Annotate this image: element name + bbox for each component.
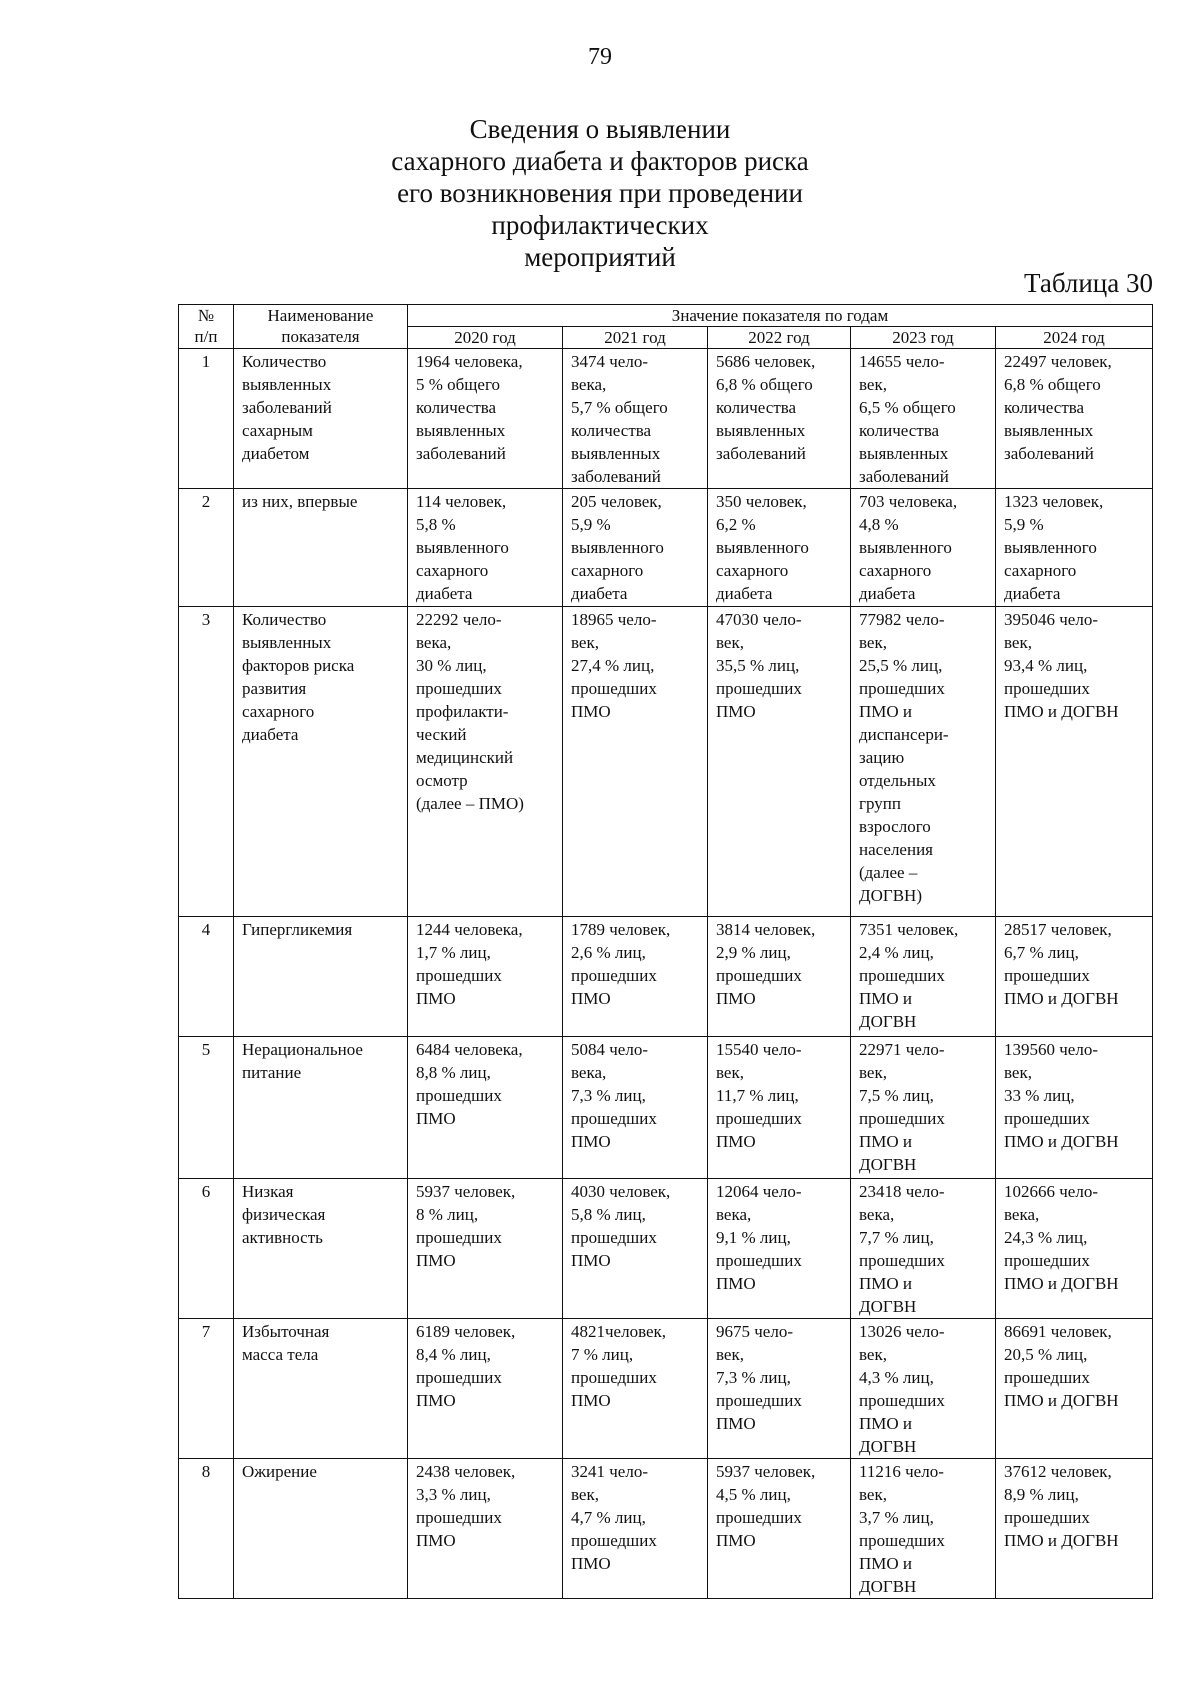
row-number: 8 xyxy=(179,1459,234,1599)
value-cell: 3241 чело- век, 4,7 % лиц, прошедших ПМО xyxy=(563,1459,708,1599)
title-line: Сведения о выявлении xyxy=(469,114,731,144)
value-cell: 3474 чело- века, 5,7 % общего количества выявленных заболеваний xyxy=(563,349,708,489)
document-title xyxy=(300,113,900,273)
table-row xyxy=(179,1319,1153,1459)
value-cell: 6484 человека, 8,8 % лиц, прошедших ПМО xyxy=(408,1037,563,1179)
row-name: Нерациональное питание xyxy=(234,1037,408,1179)
value-cell: 2438 человек, 3,3 % лиц, прошедших ПМО xyxy=(408,1459,563,1599)
row-name: Гипергликемия xyxy=(234,917,408,1037)
value-cell: 11216 чело- век, 3,7 % лиц, прошедших ПМО и ДОГВН xyxy=(851,1459,996,1599)
row-number: 4 xyxy=(179,917,234,1037)
value-cell: 5937 человек, 4,5 % лиц, прошедших ПМО xyxy=(708,1459,851,1599)
value-cell: 22971 чело- век, 7,5 % лиц, прошедших ПМО и ДОГВН xyxy=(851,1037,996,1179)
value-cell: 1244 человека, 1,7 % лиц, прошедших ПМО xyxy=(408,917,563,1037)
value-cell: 4821человек, 7 % лиц, прошедших ПМО xyxy=(563,1319,708,1459)
value-cell: 395046 чело- век, 93,4 % лиц, прошедших ПМО и ДОГВН xyxy=(996,607,1153,917)
value-cell: 1323 человек, 5,9 % выявленного сахарного диабета xyxy=(996,489,1153,607)
value-cell: 47030 чело- век, 35,5 % лиц, прошедших ПМО xyxy=(708,607,851,917)
table-caption: Таблица 30 xyxy=(1024,268,1153,298)
value-cell: 37612 человек, 8,9 % лиц, прошедших ПМО и ДОГВН xyxy=(996,1459,1153,1599)
row-name: Низкая физическая активность xyxy=(234,1179,408,1319)
value-cell: 114 человек, 5,8 % выявленного сахарного диабета xyxy=(408,489,563,607)
value-cell: 3814 человек, 2,9 % лиц, прошедших ПМО xyxy=(708,917,851,1037)
header-name: Наименование показателя xyxy=(234,305,408,349)
value-cell: 15540 чело- век, 11,7 % лиц, прошедших ПМО xyxy=(708,1037,851,1179)
value-cell: 205 человек, 5,9 % выявленного сахарного диабета xyxy=(563,489,708,607)
row-number: 3 xyxy=(179,607,234,917)
header-year: 2021 год xyxy=(563,327,708,349)
header-values-group: Значение показателя по годам xyxy=(408,305,1153,327)
row-name: Ожирение xyxy=(234,1459,408,1599)
row-name: из них, впервые xyxy=(234,489,408,607)
row-number: 5 xyxy=(179,1037,234,1179)
value-cell: 102666 чело- века, 24,3 % лиц, прошедших ПМО и ДОГВН xyxy=(996,1179,1153,1319)
row-number: 1 xyxy=(179,349,234,489)
title-line: его возникновения при проведении профилактических xyxy=(397,178,803,240)
table-row xyxy=(179,1179,1153,1319)
header-year: 2024 год xyxy=(996,327,1153,349)
header-num: № п/п xyxy=(179,305,234,349)
page-number: 79 xyxy=(588,44,612,70)
value-cell: 1964 человека, 5 % общего количества выявленных заболеваний xyxy=(408,349,563,489)
value-cell: 12064 чело- века, 9,1 % лиц, прошедших ПМО xyxy=(708,1179,851,1319)
value-cell: 18965 чело- век, 27,4 % лиц, прошедших ПМО xyxy=(563,607,708,917)
value-cell: 5937 человек, 8 % лиц, прошедших ПМО xyxy=(408,1179,563,1319)
value-cell: 77982 чело- век, 25,5 % лиц, прошедших ПМО и диспансери- зацию отдельных групп взрослого населения (далее – ДОГВН) xyxy=(851,607,996,917)
value-cell: 28517 человек, 6,7 % лиц, прошедших ПМО и ДОГВН xyxy=(996,917,1153,1037)
row-number: 2 xyxy=(179,489,234,607)
value-cell: 7351 человек, 2,4 % лиц, прошедших ПМО и ДОГВН xyxy=(851,917,996,1037)
value-cell: 13026 чело- век, 4,3 % лиц, прошедших ПМО и ДОГВН xyxy=(851,1319,996,1459)
header-row xyxy=(179,305,1153,327)
row-name: Избыточная масса тела xyxy=(234,1319,408,1459)
header-year: 2022 год xyxy=(708,327,851,349)
value-cell: 139560 чело- век, 33 % лиц, прошедших ПМО и ДОГВН xyxy=(996,1037,1153,1179)
value-cell: 22497 человек, 6,8 % общего количества выявленных заболеваний xyxy=(996,349,1153,489)
table-row xyxy=(179,349,1153,489)
header-year: 2023 год xyxy=(851,327,996,349)
indicators-table xyxy=(178,304,1153,1599)
value-cell: 1789 человек, 2,6 % лиц, прошедших ПМО xyxy=(563,917,708,1037)
row-name: Количество выявленных факторов риска развития сахарного диабета xyxy=(234,607,408,917)
value-cell: 9675 чело- век, 7,3 % лиц, прошедших ПМО xyxy=(708,1319,851,1459)
row-number: 6 xyxy=(179,1179,234,1319)
table-row xyxy=(179,489,1153,607)
value-cell: 703 человека, 4,8 % выявленного сахарного диабета xyxy=(851,489,996,607)
row-name: Количество выявленных заболеваний сахарным диабетом xyxy=(234,349,408,489)
value-cell: 86691 человек, 20,5 % лиц, прошедших ПМО и ДОГВН xyxy=(996,1319,1153,1459)
value-cell: 5084 чело- века, 7,3 % лиц, прошедших ПМО xyxy=(563,1037,708,1179)
title-line: сахарного диабета и факторов риска xyxy=(391,146,809,176)
table-row xyxy=(179,1459,1153,1599)
value-cell: 22292 чело- века, 30 % лиц, прошедших профилакти- ческий медицинский осмотр (далее – ПМО) xyxy=(408,607,563,917)
table-row xyxy=(179,1037,1153,1179)
table-row xyxy=(179,607,1153,917)
row-number: 7 xyxy=(179,1319,234,1459)
header-year: 2020 год xyxy=(408,327,563,349)
value-cell: 4030 человек, 5,8 % лиц, прошедших ПМО xyxy=(563,1179,708,1319)
value-cell: 5686 человек, 6,8 % общего количества выявленных заболеваний xyxy=(708,349,851,489)
value-cell: 23418 чело- века, 7,7 % лиц, прошедших ПМО и ДОГВН xyxy=(851,1179,996,1319)
title-line: мероприятий xyxy=(524,242,676,272)
value-cell: 14655 чело- век, 6,5 % общего количества выявленных заболеваний xyxy=(851,349,996,489)
value-cell: 6189 человек, 8,4 % лиц, прошедших ПМО xyxy=(408,1319,563,1459)
table-row xyxy=(179,917,1153,1037)
value-cell: 350 человек, 6,2 % выявленного сахарного диабета xyxy=(708,489,851,607)
